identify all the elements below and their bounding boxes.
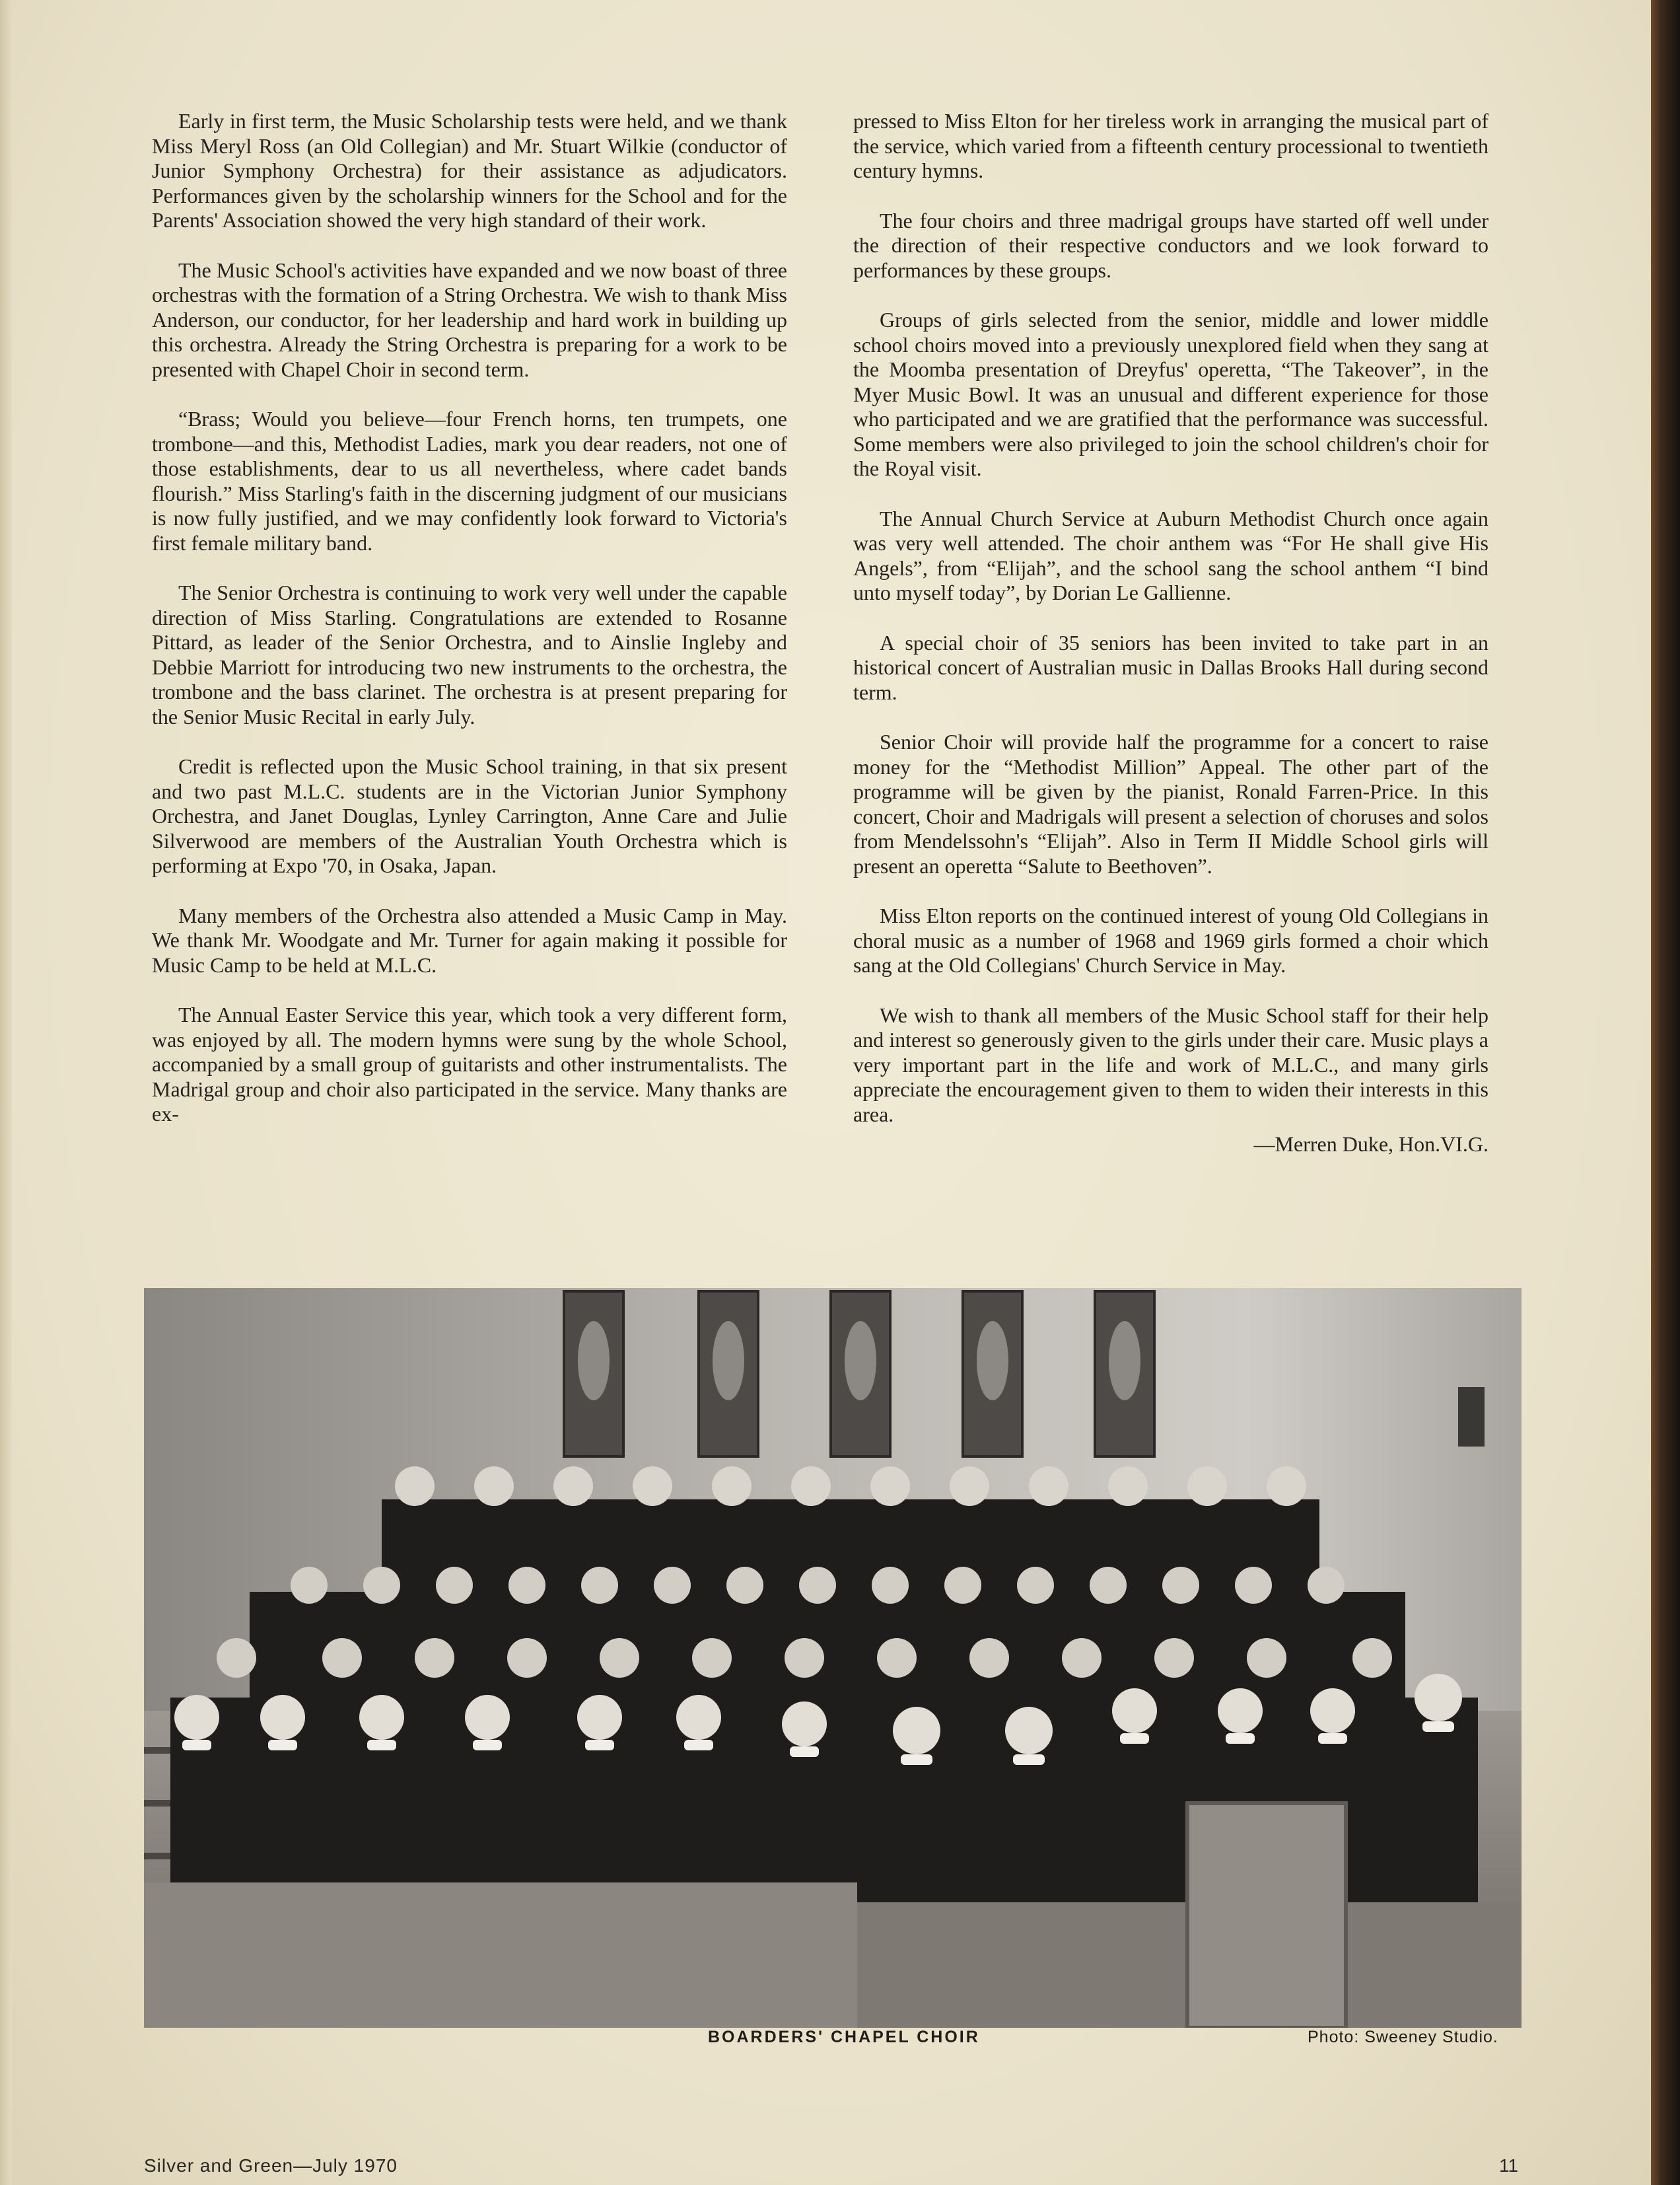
paragraph-old-collegians: Miss Elton reports on the continued interest of young Old Collegians in choral music as a number of 1968 and 1969 girls formed a choir which sang at the Old Collegians' Church Service in May. [853, 904, 1488, 977]
paragraph-thanks: We wish to thank all members of the Music School staff for their help and interest so generously given to the girls under their care. Music plays a very important part in the life and work of M.L.C., and many girls appreciate the encouragement given to them to widen their interests in this area. [853, 1003, 1488, 1126]
author-signature: —Merren Duke, Hon.VI.G. [1253, 1132, 1488, 1156]
paragraph-brass: “Brass; Would you believe—four French horns, ten trumpets, one trombone—and this, Methodist Ladies, mark you dear readers, not one of those establishments, dear to us all nevertheless, where cadet bands flourish.” Miss Starling's faith in the discerning judgment of our musicians is now fully justified, and we may confidently look forward to Victoria's first female military band. [152, 407, 787, 555]
right-text-column [853, 109, 1488, 1182]
paragraph-music-school-credit: Credit is reflected upon the Music School training, in that six present and two past M.L.C. students are in the Victorian Junior Symphony Orchestra, and Janet Douglas, Lynley Carrington, Anne Care and Julie Silverwood are members of the Australian Youth Orchestra which is performing at Expo '70, in Osaka, Japan. [152, 754, 787, 877]
publication-footer: Silver and Green—July 1970 [144, 2155, 398, 2176]
paragraph-music-camp: Many members of the Orchestra also attended a Music Camp in May. We thank Mr. Woodgate and Mr. Turner for again making it possible for Music Camp to be held at M.L.C. [152, 903, 787, 977]
photo-caption: BOARDERS' CHAPEL CHOIR [708, 2028, 980, 2046]
page-number: 11 [1499, 2155, 1519, 2176]
paragraph-choirs-madrigals: The four choirs and three madrigal groups have started off well under the direction of their respective conductors and we look forward to performances by these groups. [853, 208, 1488, 282]
paragraph-scholarship-tests: Early in first term, the Music Scholarship tests were held, and we thank Miss Meryl Ross (an Old Collegian) and Mr. Stuart Wilkie (conductor of Junior Symphony Orchestra) for their assistance as adjudicators. Performances given by the scholarship winners for the School and for the Parents' Association showed the very high standard of their work. [152, 109, 787, 232]
book-edge [1651, 0, 1680, 2185]
paragraph-special-choir: A special choir of 35 seniors has been invited to take part in an historical concert of Australian music in Dallas Brooks Hall during second term. [853, 630, 1488, 704]
page-binding [0, 0, 12, 2185]
paragraph-senior-choir: Senior Choir will provide half the programme for a concert to raise money for the “Methodist Million” Appeal. The other part of the programme will be given by the pianist, Ronald Farren-Price. In this concert, Choir and Madrigals will present a selection of choruses and solos from Mendelssohn's “Elijah”. Also in Term II Middle School girls will present an operetta “Salute to Beethoven”. [853, 730, 1488, 878]
photo-credit: Photo: Sweeney Studio. [1308, 2028, 1498, 2046]
paragraph-moomba: Groups of girls selected from the senior, middle and lower middle school choirs moved into a previously unexplored field when they sang at the Moomba presentation of Dreyfus' operetta, “The Takeover”, in the Myer Music Bowl. It was an unusual and different experience for those who participated and we are gratified that the performance was successful. Some members were also privileged to join the school children's choir for the Royal visit. [853, 308, 1488, 480]
paragraph-three-orchestras: The Music School's activities have expanded and we now boast of three orchestras with the formation of a String Orchestra. We wish to thank Miss Anderson, our conductor, for her leadership and hard work in building up this orchestra. Already the String Orchestra is preparing for a work to be presented with Chapel Choir in second term. [152, 258, 787, 381]
choir-photograph [144, 1288, 1522, 2028]
paragraph-church-service: The Annual Church Service at Auburn Methodist Church once again was very well attended. The choir anthem was “For He shall give His Angels”, from “Elijah”, and the school sang the school anthem “I bind unto myself today”, by Dorian Le Gallienne. [853, 506, 1488, 604]
left-text-column [152, 109, 787, 1152]
paragraph-easter-service: The Annual Easter Service this year, which took a very different form, was enjoyed by all. The modern hymns were sung by the whole School, accompanied by a small group of guitarists and other instrumentalists. The Madrigal group and choir also participated in the service. Many thanks are ex- [152, 1003, 787, 1126]
paragraph-senior-orchestra: The Senior Orchestra is continuing to work very well under the capable direction of Miss Starling. Congratulations are extended to Rosanne Pittard, as leader of the Senior Orchestra, and to Ainslie Ingleby and Debbie Marriott for introducing two new instruments to the orchestra, the trombone and the bass clarinet. The orchestra is at present preparing for the Senior Music Recital in early July. [152, 581, 787, 729]
paragraph-easter-continued: pressed to Miss Elton for her tireless work in arranging the musical part of the service, which varied from a fifteenth century processional to twentieth century hymns. [853, 109, 1488, 182]
